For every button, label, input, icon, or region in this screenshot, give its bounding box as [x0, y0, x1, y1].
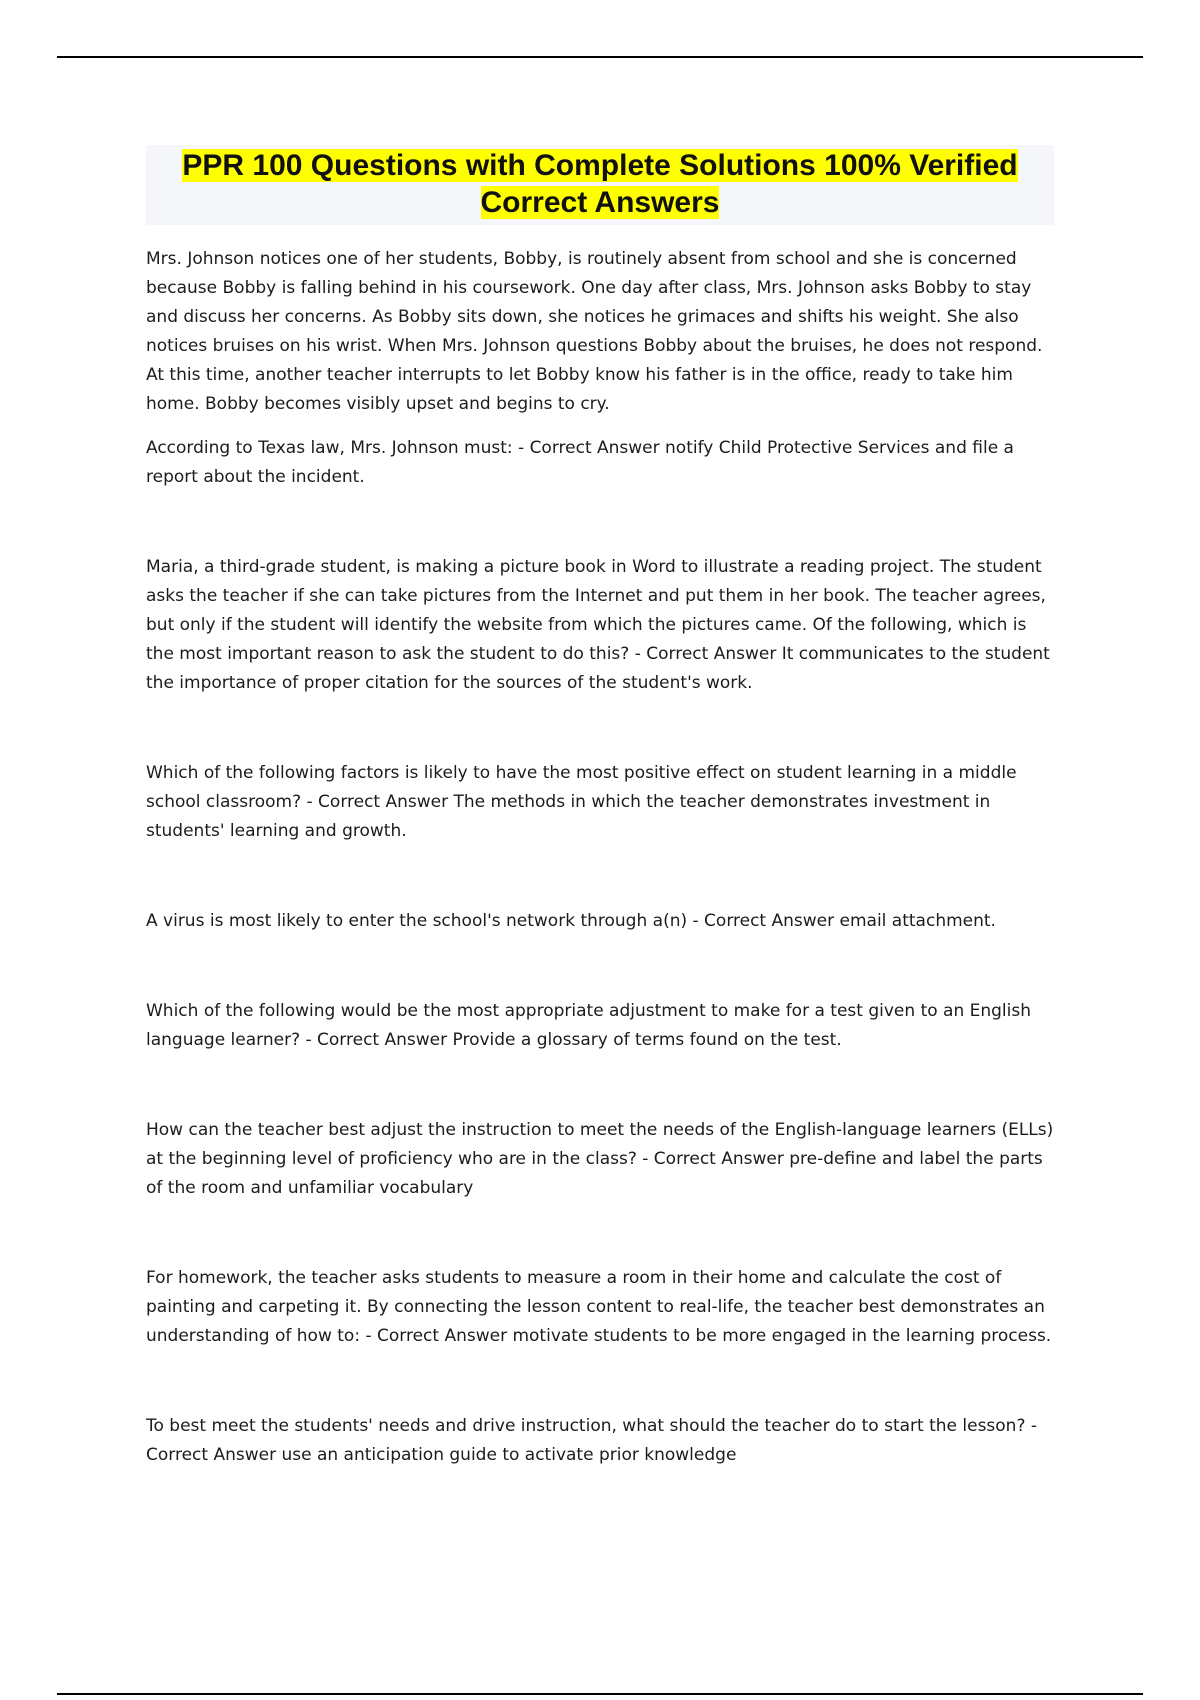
answer-paragraph: According to Texas law, Mrs. Johnson must: - Correct Answer notify Child Protective Services and file a report about the incident. — [146, 438, 1014, 487]
question-paragraph: A virus is most likely to enter the school's network through a(n) - Correct Answer email attachment. — [146, 911, 996, 931]
question-paragraph: To best meet the students' needs and drive instruction, what should the teacher do to start the lesson? - Correct Answer use an anticipation guide to activate prior knowledge — [146, 1416, 1038, 1465]
question-paragraph: Mrs. Johnson notices one of her students, Bobby, is routinely absent from school and she is concerned because Bobby is falling behind in his coursework. One day after class, Mrs. Johnson asks Bobby to stay and discuss her concerns. As Bobby sits down, she notices he grimaces and shifts his weight. She also notices bruises on his wrist. When Mrs. Johnson questions Bobby about the bruises, he does not respond. At this time, another teacher interrupts to let Bobby know his father is in the office, ready to take him home. Bobby becomes visibly upset and begins to cry. — [146, 249, 1043, 414]
question-paragraph: Maria, a third-grade student, is making a picture book in Word to illustrate a reading project. The student asks the teacher if she can take pictures from the Internet and put them in her book. The teacher agrees, but only if the student will identify the website from which the pictures came. Of the following, which is the most important reason to ask the student to do this? - Correct Answer It communicates to the student the importance of proper citation for the sources of the student's work. — [146, 557, 1050, 693]
question-paragraph: For homework, the teacher asks students to measure a room in their home and calculate the cost of painting and carpeting it. By connecting the lesson content to real-life, the teacher best demonstrates an understanding of how to: - Correct Answer motivate students to be more engaged in the learning process. — [146, 1268, 1052, 1346]
document-body — [146, 245, 1056, 1470]
bottom-rule — [57, 1693, 1143, 1695]
top-rule — [57, 56, 1143, 58]
question-paragraph: Which of the following factors is likely to have the most positive effect on student learning in a middle school classroom? - Correct Answer The methods in which the teacher demonstrates investment in students' learning and growth. — [146, 763, 1017, 841]
title-line-2: Correct Answers — [480, 186, 720, 219]
title-line-1: PPR 100 Questions with Complete Solutions 100% Verified — [182, 149, 1018, 182]
document-title — [146, 145, 1054, 225]
question-paragraph: Which of the following would be the most appropriate adjustment to make for a test given to an English language learner? - Correct Answer Provide a glossary of terms found on the test. — [146, 1001, 1032, 1050]
question-paragraph: How can the teacher best adjust the instruction to meet the needs of the English-language learners (ELLs) at the beginning level of proficiency who are in the class? - Correct Answer pre-define and label the parts of the room and unfamiliar vocabulary — [146, 1120, 1054, 1198]
